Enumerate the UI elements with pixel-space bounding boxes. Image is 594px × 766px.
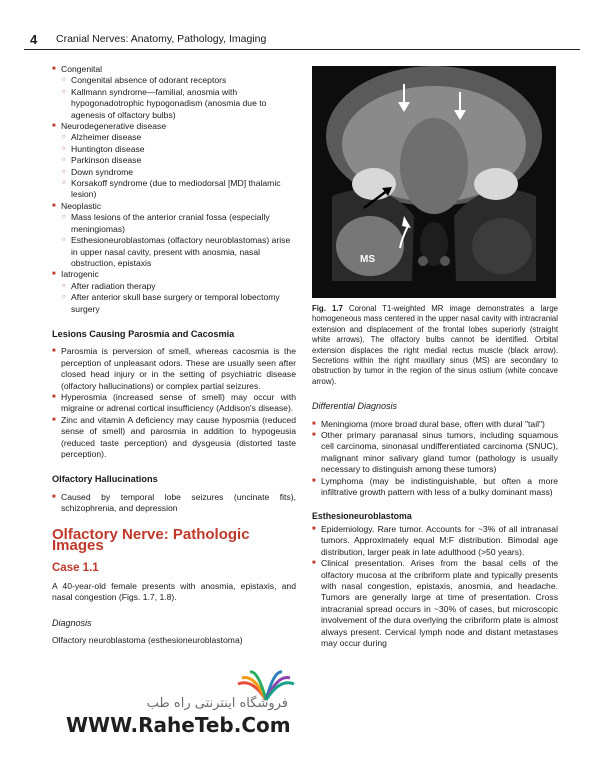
watermark-url: WWW.RaheTeb.Com — [66, 713, 291, 737]
chapter-section-title: Olfactory Nerve: Pathologic Images — [52, 525, 250, 555]
case-title: Case 1.1 — [52, 562, 99, 575]
list-subitem: ○ Alzheimer disease — [52, 132, 296, 143]
list-item: ■ Iatrogenic — [52, 269, 296, 280]
list-item: ■ Hyperosmia (increased sense of smell) may occur with migraine or adrenal cortical insufficiency (Addison's disease). — [52, 392, 296, 415]
diagnosis-text: Olfactory neuroblastoma (esthesioneuroblastoma) — [52, 635, 243, 646]
list-item: ■ Epidemiology. Rare tumor. Accounts for ~3% of all intranasal tumors. Approximately equal M:F distribution. Bimodal age distribution, larger peak in late adulthood (>50 years). — [312, 524, 558, 558]
diagnosis-heading: Diagnosis — [52, 617, 92, 628]
list-item: ■ Lymphoma (may be indistinguishable, but often a more infiltrative growth pattern with less of a bulky dominant mass) — [312, 476, 558, 499]
caption-text: Coronal T1-weighted MR image demonstrates a large homogeneous mass centered in the upper nasal cavity with intracranial extension and displacement of the frontal lobes superiorly (straight white arrows). The olfactory bulbs cannot be identified. Orbital extension displaces the right medial rectus muscle (black arrow). Secretions within the right maxillary sinus (MS) are secondary to obstruction by tumor in the region of the sinus ostium (white concave arrow). — [312, 304, 558, 386]
ddx-heading: Differential Diagnosis — [312, 401, 398, 412]
list-subitem: ○ Korsakoff syndrome (due to mediodorsal [MD] thalamic lesion) — [52, 178, 296, 201]
list-subitem: ○ Down syndrome — [52, 167, 296, 178]
watermark-persian: فروشگاه اینترنتی راه طب — [146, 696, 288, 711]
page-number: 4 — [30, 32, 38, 47]
ms-label: MS — [360, 254, 375, 265]
list-subitem: ○ Esthesioneuroblastomas (olfactory neuroblastomas) arise in upper nasal cavity, present with anosmia, nasal obstruction, epistaxis — [52, 235, 296, 269]
list-item: ■ Congenital — [52, 64, 296, 75]
mri-figure — [312, 66, 556, 298]
list-item: ■ Neurodegenerative disease — [52, 121, 296, 132]
figure-caption — [312, 304, 558, 387]
list-subitem: ○ Parkinson disease — [52, 155, 296, 166]
list-subitem: ○ Huntington disease — [52, 144, 296, 155]
list-subitem: ○ Mass lesions of the anterior cranial fossa (especially meningiomas) — [52, 212, 296, 235]
section-heading: Lesions Causing Parosmia and Cacosmia — [52, 328, 235, 339]
list-item: ■ Neoplastic — [52, 201, 296, 212]
list-subitem: ○ Congenital absence of odorant receptors — [52, 75, 296, 86]
list-item: ■ Clinical presentation. Arises from the basal cells of the olfactory mucosa at the cribriform plate and typically presents with nasal congestion, epistaxis, anosmia, and headache. Tumors are generally large at time of presentation. Cross intracranial spread occurs in ~30% of cases, but microscopic involvement of the dura overlying the cribriform plate is almost always present. Cervical lymph node and distant metastases may occur during — [312, 558, 558, 649]
mri-image — [312, 66, 556, 298]
running-header — [24, 30, 580, 50]
list-subitem: ○ Kallmann syndrome—familial, anosmia with hypogonadotrophic hypogonadism (anosmia due to agenesis of olfactory bulbs) — [52, 87, 296, 121]
list-subitem: ○ After radiation therapy — [52, 281, 296, 292]
case-text: A 40-year-old female presents with anosmia, epistaxis, and nasal congestion (Figs. 1.7, 1.8). — [52, 580, 296, 603]
running-title: Cranial Nerves: Anatomy, Pathology, Imaging — [56, 33, 267, 45]
list-item: ■ Meningioma (more broad dural base, often with dural "tail") — [312, 419, 558, 430]
list-item: ■ Zinc and vitamin A deficiency may cause hyposmia (reduced sense of smell) and parosmia in addition to hypogeusia (reduced taste perception) and dysgeusia (distorted taste perception). — [52, 415, 296, 461]
subsection-heading: Esthesioneuroblastoma — [312, 510, 412, 521]
right-column — [312, 66, 558, 649]
list-item: ■ Caused by temporal lobe seizures (uncinate fits), schizophrenia, and depression — [52, 492, 296, 515]
section-heading: Olfactory Hallucinations — [52, 474, 158, 485]
list-item: ■ Parosmia is perversion of smell, whereas cacosmia is the perception of unpleasant odors. These are usually seen after closed head injury or in the setting of psychiatric disease (olfactory hallucinations) or complex partial seizures. — [52, 346, 296, 392]
left-column — [52, 64, 296, 646]
watermark — [58, 668, 298, 737]
caption-label: Fig. 1.7 — [312, 304, 343, 313]
list-subitem: ○ After anterior skull base surgery or temporal lobectomy surgery — [52, 292, 296, 315]
list-item: ■ Other primary paranasal sinus tumors, including squamous cell carcinoma, sinonasal undifferentiated carcinoma (SNUC), malignant minor salivary gland tumor (pathology is usually necessary to distinguish among these tumors) — [312, 430, 558, 476]
